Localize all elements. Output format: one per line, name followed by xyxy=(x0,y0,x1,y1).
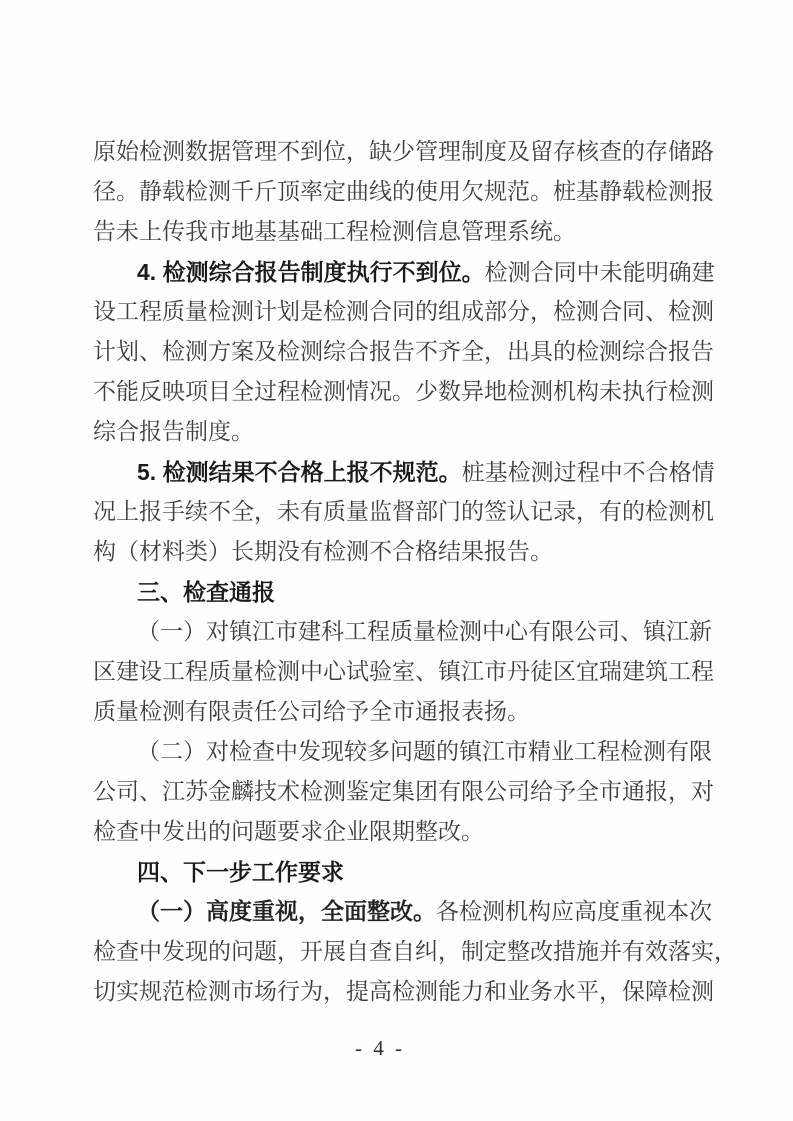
page-number: - 4 - xyxy=(355,1036,405,1060)
text-line xyxy=(93,532,718,572)
body-text: 构（材料类）长期没有检测不合格结果报告。 xyxy=(93,539,553,564)
body-text: 各检测机构应高度重视本次 xyxy=(436,899,712,924)
text-line xyxy=(93,172,718,212)
body-text: 径。静载检测千斤顶率定曲线的使用欠规范。桩基静载检测报 xyxy=(93,179,714,204)
paragraph-start-line xyxy=(93,452,718,492)
text-line xyxy=(93,972,718,1012)
text-line xyxy=(93,692,718,732)
paragraph-start-line xyxy=(93,612,718,652)
text-line xyxy=(93,332,718,372)
body-text: （二）对检查中发现较多问题的镇江市精业工程检测有限 xyxy=(137,739,712,764)
body-text: 计划、检测方案及检测综合报告不齐全，出具的检测综合报告 xyxy=(93,339,714,364)
body-text: 综合报告制度。 xyxy=(93,419,254,444)
section-heading xyxy=(93,852,718,892)
body-text: 设工程质量检测计划是检测合同的组成部分，检测合同、检测 xyxy=(93,299,714,324)
body-text: 告未上传我市地基基础工程检测信息管理系统。 xyxy=(93,219,576,244)
body-text: 区建设工程质量检测中心试验室、镇江市丹徒区宜瑞建筑工程 xyxy=(93,659,714,684)
text-line xyxy=(93,812,718,852)
text-line xyxy=(93,412,718,452)
bold-lead-text: （一）高度重视，全面整改。 xyxy=(137,899,436,924)
text-line xyxy=(93,652,718,692)
text-line xyxy=(93,212,718,252)
body-text: 切实规范检测市场行为，提高检测能力和业务水平，保障检测 xyxy=(93,979,714,1004)
heading-text: 四、下一步工作要求 xyxy=(137,859,344,885)
body-text: 检测合同中未能明确建 xyxy=(484,260,715,285)
body-text: 检查中发出的问题要求企业限期整改。 xyxy=(93,819,484,844)
body-text: 不能反映项目全过程检测情况。少数异地检测机构未执行检测 xyxy=(93,379,714,404)
text-line xyxy=(93,932,737,972)
text-line xyxy=(93,772,718,812)
body-text: （一）对镇江市建科工程质量检测中心有限公司、镇江新 xyxy=(137,619,712,644)
section-heading xyxy=(93,572,718,612)
text-line xyxy=(93,132,718,172)
paragraph-start-line xyxy=(93,892,718,932)
body-text: 公司、江苏金麟技术检测鉴定集团有限公司给予全市通报，对 xyxy=(93,779,714,804)
body-text: 原始检测数据管理不到位，缺少管理制度及留存核查的存储路 xyxy=(93,139,714,164)
body-text: 桩基检测过程中不合格情 xyxy=(461,460,715,485)
document-body xyxy=(93,132,737,1012)
paragraph-start-line xyxy=(93,252,718,292)
bold-lead-text: 4. 检测综合报告制度执行不到位。 xyxy=(137,259,485,285)
paragraph-start-line xyxy=(93,732,718,772)
text-line xyxy=(93,292,718,332)
body-text: 质量检测有限责任公司给予全市通报表扬。 xyxy=(93,699,530,724)
body-text: 检查中发现的问题，开展自查自纠，制定整改措施并有效落实， xyxy=(93,939,737,964)
heading-text: 三、检查通报 xyxy=(137,579,275,605)
bold-lead-text: 5. 检测结果不合格上报不规范。 xyxy=(137,459,462,485)
text-line xyxy=(93,372,718,412)
body-text: 况上报手续不全，未有质量监督部门的签认记录，有的检测机 xyxy=(93,499,714,524)
text-line xyxy=(93,492,718,532)
